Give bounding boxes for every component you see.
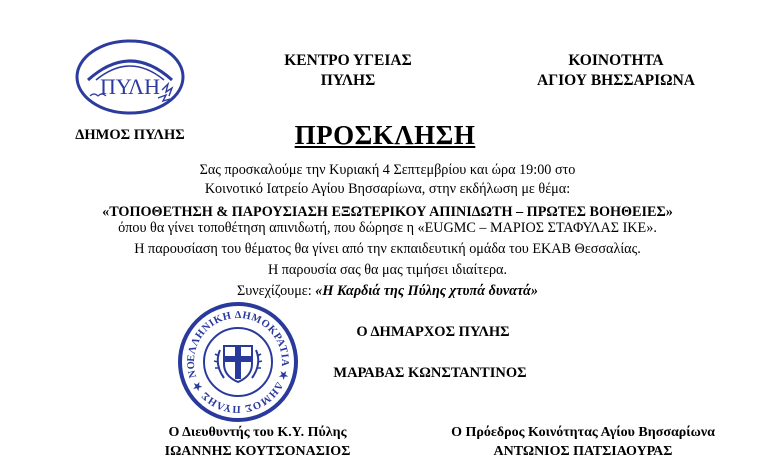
logo-text: ΠΥΛΗ — [99, 74, 161, 99]
official-seal-stamp — [176, 300, 300, 424]
invitation-line-venue: Κοινοτικό Ιατρείο Αγίου Βησσαρίωνα, στην εκδήλωση με θέμα: — [204, 181, 571, 197]
invitation-line-date: Σας προσκαλούμε την Κυριακή 4 Σεπτεμβρίου και ώρα 19:00 στο — [199, 162, 576, 178]
president-name: ΑΝΤΩΝΙΟΣ ΠΑΤΣΙΑΟΥΡΑΣ — [493, 444, 673, 459]
closing-slogan: «Η Καρδιά της Πύλης χτυπά δυνατά» — [315, 283, 539, 299]
community-header — [506, 51, 726, 91]
municipality-logo — [74, 38, 186, 116]
logo-emblem — [74, 38, 186, 116]
closing-line — [20, 282, 755, 301]
mayor-title: Ο ΔΗΜΑΡΧΟΣ ΠΥΛΗΣ — [356, 324, 510, 340]
community-line-1: ΚΟΙΝΟΤΗΤΑ — [568, 52, 664, 69]
director-name: ΙΩΑΝΝΗΣ ΚΟΥΤΣΟΝΑΣΙΟΣ — [164, 444, 351, 459]
closing-prefix: Συνεχίζουμε: — [236, 283, 316, 299]
mayor-name: ΜΑΡΑΒΑΣ ΚΩΝΣΤΑΝΤΙΝΟΣ — [333, 365, 527, 381]
seal-ring-text: ΕΛΛΗΝΙΚΗ ΔΗΜΟΚΡΑΤΙΑ ★ ΔΗΜΟΣ ΠΥΛΗΣ ★ ΝΟ — [185, 309, 291, 415]
health-center-line-1: ΚΕΝΤΡΟ ΥΓΕΙΑΣ — [284, 52, 412, 69]
seal-icon — [176, 300, 300, 424]
president-title: Ο Πρόεδρος Κοινότητας Αγίου Βησσαρίωνα — [451, 425, 715, 440]
municipality-name: ΔΗΜΟΣ ΠΥΛΗΣ — [75, 127, 185, 143]
health-center-header — [248, 51, 448, 91]
invitation-line-honor: Η παρουσία σας θα μας τιμήσει ιδιαίτερα. — [267, 262, 508, 278]
event-topic: «ΤΟΠΟΘΕΤΗΣΗ & ΠΑΡΟΥΣΙΑΣΗ ΕΞΩΤΕΡΙΚΟΥ ΑΠΙΝΙΔΩΤΗ – ΠΡΩΤΕΣ ΒΟΗΘΕΙΕΣ» — [102, 204, 673, 220]
community-line-2: ΑΓΙΟΥ ΒΗΣΣΑΡΙΩΝΑ — [537, 72, 695, 89]
director-title: Ο Διευθυντής του Κ.Υ. Πύλης — [168, 425, 347, 440]
invitation-line-presenter: Η παρουσίαση του θέματος θα γίνει από την εκπαιδευτική ομάδα του ΕΚΑΒ Θεσσαλίας. — [134, 241, 641, 257]
page-title: ΠΡΟΣΚΛΗΣΗ — [294, 120, 476, 150]
invitation-line-donor: όπου θα γίνει τοποθέτηση απινιδωτή, που δώρησε η «EUGMC – ΜΑΡΙΟΣ ΣΤΑΦΥΛΑΣ ΙΚΕ». — [118, 220, 657, 236]
health-center-line-2: ΠΥΛΗΣ — [320, 72, 376, 89]
